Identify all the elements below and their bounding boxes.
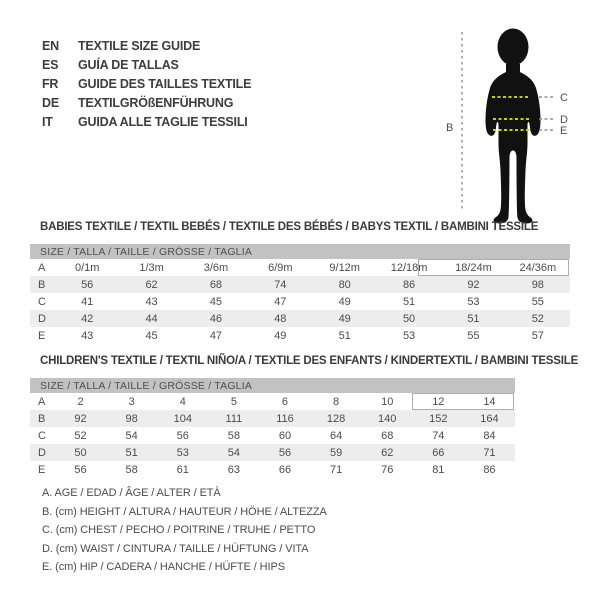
size-value-cell: 6 bbox=[281, 395, 289, 408]
language-code: EN bbox=[42, 38, 59, 53]
guide-title: GUÍA DE TALLAS bbox=[78, 57, 179, 72]
size-value-cell: 60 bbox=[278, 429, 292, 442]
size-value-cell: 53 bbox=[402, 329, 416, 342]
size-value-cell: 68 bbox=[381, 429, 394, 442]
size-value-cell: 74 bbox=[432, 429, 445, 442]
size-value-cell: 62 bbox=[381, 446, 394, 459]
language-row bbox=[42, 93, 251, 112]
size-value-cell: 66 bbox=[432, 446, 445, 459]
size-value-cell: 51 bbox=[338, 329, 351, 342]
size-table-row bbox=[30, 461, 515, 478]
size-value-cell: 52 bbox=[531, 312, 544, 325]
row-label: A bbox=[38, 261, 46, 274]
size-value-cell: 3/6m bbox=[203, 261, 229, 274]
language-code: ES bbox=[42, 57, 59, 72]
size-value-cell: 1/3m bbox=[139, 261, 164, 274]
size-value-cell: 128 bbox=[326, 412, 346, 425]
size-value-cell: 42 bbox=[81, 312, 94, 325]
size-table-row bbox=[30, 410, 515, 427]
size-value-cell: 41 bbox=[81, 295, 94, 308]
size-value-cell: 6/9m bbox=[268, 261, 293, 274]
size-value-cell: 51 bbox=[402, 295, 416, 308]
row-label: C bbox=[38, 429, 46, 442]
size-value-cell: 3 bbox=[128, 395, 135, 408]
row-label: C bbox=[38, 295, 46, 308]
chest-label: C bbox=[560, 92, 568, 104]
row-label: D bbox=[38, 446, 46, 459]
size-value-cell: 4 bbox=[179, 395, 186, 408]
row-label: A bbox=[38, 395, 46, 408]
size-value-cell: 56 bbox=[74, 463, 87, 476]
row-label: E bbox=[38, 329, 46, 342]
guide-title: GUIDE DES TAILLES TEXTILE bbox=[78, 76, 252, 91]
size-value-cell: 63 bbox=[227, 463, 240, 476]
size-value-cell: 58 bbox=[125, 463, 138, 476]
size-value-cell: 56 bbox=[176, 429, 189, 442]
size-value-cell: 52 bbox=[74, 429, 87, 442]
child-measurement-figure bbox=[440, 10, 600, 230]
size-value-cell: 55 bbox=[531, 295, 544, 308]
size-value-cell: 49 bbox=[338, 312, 351, 325]
size-value-cell: 54 bbox=[227, 446, 240, 459]
language-row bbox=[42, 55, 251, 74]
size-value-cell: 86 bbox=[402, 278, 416, 291]
row-label: E bbox=[38, 463, 46, 476]
size-table-row bbox=[30, 310, 570, 327]
size-value-cell: 98 bbox=[531, 278, 544, 291]
size-value-cell: 152 bbox=[429, 412, 448, 425]
size-value-cell: 56 bbox=[278, 446, 292, 459]
size-value-cell: 46 bbox=[209, 312, 223, 325]
size-value-cell: 50 bbox=[402, 312, 416, 325]
children-size-table bbox=[30, 378, 515, 478]
size-value-cell: 47 bbox=[209, 329, 223, 342]
size-value-cell: 64 bbox=[329, 429, 343, 442]
size-value-cell: 56 bbox=[81, 278, 94, 291]
size-value-cell: 74 bbox=[274, 278, 287, 291]
size-value-cell: 164 bbox=[480, 412, 499, 425]
legend-line: D. (cm) WAIST / CINTURA / TAILLE / HÜFTUNG / VITA bbox=[42, 542, 309, 555]
guide-title: GUIDA ALLE TAGLIE TESSILI bbox=[78, 114, 248, 129]
size-value-cell: 76 bbox=[381, 463, 394, 476]
language-row bbox=[42, 74, 251, 93]
size-table-row bbox=[30, 293, 570, 310]
size-value-cell: 92 bbox=[74, 412, 87, 425]
size-value-cell: 61 bbox=[176, 463, 189, 476]
size-value-cell: 58 bbox=[227, 429, 240, 442]
size-value-cell: 45 bbox=[209, 295, 223, 308]
size-value-cell: 51 bbox=[125, 446, 138, 459]
language-row bbox=[42, 112, 251, 131]
children-size-header-bar: SIZE / TALLA / TAILLE / GRÖSSE / TAGLIA bbox=[30, 378, 515, 393]
size-value-cell: 80 bbox=[338, 278, 351, 291]
height-label: B bbox=[446, 122, 454, 134]
child-silhouette bbox=[486, 29, 541, 224]
size-value-cell: 111 bbox=[225, 412, 243, 425]
language-code: FR bbox=[42, 76, 59, 91]
size-value-cell: 43 bbox=[145, 295, 158, 308]
size-value-cell: 49 bbox=[338, 295, 351, 308]
legend-line: A. AGE / EDAD / ÂGE / ALTER / ETÀ bbox=[42, 487, 221, 499]
size-value-cell: 43 bbox=[81, 329, 94, 342]
measurement-legend bbox=[42, 484, 327, 577]
size-value-cell: 84 bbox=[483, 429, 496, 442]
babies-size-section bbox=[30, 220, 570, 344]
size-value-cell: 12/18m bbox=[390, 261, 428, 274]
size-value-cell: 18/24m bbox=[455, 261, 492, 274]
legend-line: E. (cm) HIP / CADERA / HANCHE / HÜFTE / HIPS bbox=[42, 561, 285, 573]
hip-label: E bbox=[560, 125, 568, 137]
size-value-cell: 59 bbox=[329, 446, 343, 459]
size-value-cell: 50 bbox=[74, 446, 87, 459]
size-value-cell: 8 bbox=[333, 395, 340, 408]
size-value-cell: 5 bbox=[230, 395, 237, 408]
size-table-row bbox=[30, 327, 570, 344]
language-title-list bbox=[42, 36, 251, 131]
size-value-cell: 62 bbox=[145, 278, 158, 291]
size-value-cell: 86 bbox=[483, 463, 496, 476]
children-section-title: CHILDREN'S TEXTILE / TEXTIL NIÑO/A / TEXTILE DES ENFANTS / KINDERTEXTIL / BAMBINI TESSILE bbox=[40, 355, 579, 367]
size-value-cell: 49 bbox=[274, 329, 287, 342]
size-value-cell: 47 bbox=[274, 295, 287, 308]
size-value-cell: 68 bbox=[209, 278, 223, 291]
legend-line: B. (cm) HEIGHT / ALTURA / HAUTEUR / HÖHE / ALTEZZA bbox=[42, 505, 327, 518]
size-table-row bbox=[30, 393, 515, 410]
language-code: DE bbox=[42, 95, 59, 110]
row-label: B bbox=[38, 278, 46, 291]
child-silhouette-diagram bbox=[440, 10, 600, 230]
size-value-cell: 92 bbox=[467, 278, 480, 291]
size-table-row bbox=[30, 427, 515, 444]
size-value-cell: 12 bbox=[432, 395, 445, 408]
size-value-cell: 48 bbox=[274, 312, 287, 325]
size-value-cell: 71 bbox=[483, 446, 496, 459]
language-code: IT bbox=[42, 114, 53, 129]
waist-label: D bbox=[560, 114, 568, 126]
size-value-cell: 2 bbox=[77, 395, 84, 408]
row-label: B bbox=[38, 412, 46, 425]
size-value-cell: 98 bbox=[125, 412, 138, 425]
size-value-cell: 116 bbox=[276, 412, 294, 425]
size-value-cell: 71 bbox=[329, 463, 343, 476]
size-value-cell: 53 bbox=[467, 295, 480, 308]
size-value-cell: 44 bbox=[145, 312, 158, 325]
size-value-cell: 140 bbox=[378, 412, 397, 425]
size-value-cell: 57 bbox=[531, 329, 544, 342]
size-value-cell: 55 bbox=[467, 329, 480, 342]
size-value-cell: 51 bbox=[467, 312, 480, 325]
size-value-cell: 9/12m bbox=[329, 261, 360, 274]
babies-size-header-bar: SIZE / TALLA / TAILLE / GRÖSSE / TAGLIA bbox=[30, 244, 570, 259]
legend-line: C. (cm) CHEST / PECHO / POITRINE / TRUHE / PETTO bbox=[42, 524, 316, 536]
size-table-row bbox=[30, 276, 570, 293]
babies-size-table bbox=[30, 244, 570, 344]
size-table-row bbox=[30, 444, 515, 461]
size-value-cell: 54 bbox=[125, 429, 138, 442]
size-table-row bbox=[30, 259, 570, 276]
size-value-cell: 10 bbox=[381, 395, 394, 408]
language-row bbox=[42, 36, 251, 55]
size-value-cell: 24/36m bbox=[519, 261, 557, 274]
guide-title: TEXTILGRÖßENFÜHRUNG bbox=[78, 95, 234, 110]
row-label: D bbox=[38, 312, 46, 325]
size-value-cell: 14 bbox=[483, 395, 496, 408]
size-value-cell: 45 bbox=[145, 329, 158, 342]
guide-title: TEXTILE SIZE GUIDE bbox=[78, 38, 201, 53]
size-value-cell: 53 bbox=[176, 446, 189, 459]
size-value-cell: 0/1m bbox=[74, 261, 100, 274]
size-value-cell: 66 bbox=[278, 463, 292, 476]
size-value-cell: 104 bbox=[173, 412, 192, 425]
size-value-cell: 81 bbox=[432, 463, 445, 476]
babies-section-title: BABIES TEXTILE / TEXTIL BEBÉS / TEXTILE DES BÉBÉS / BABYS TEXTIL / BAMBINI TESSILE bbox=[40, 221, 539, 233]
children-size-section bbox=[30, 354, 579, 478]
